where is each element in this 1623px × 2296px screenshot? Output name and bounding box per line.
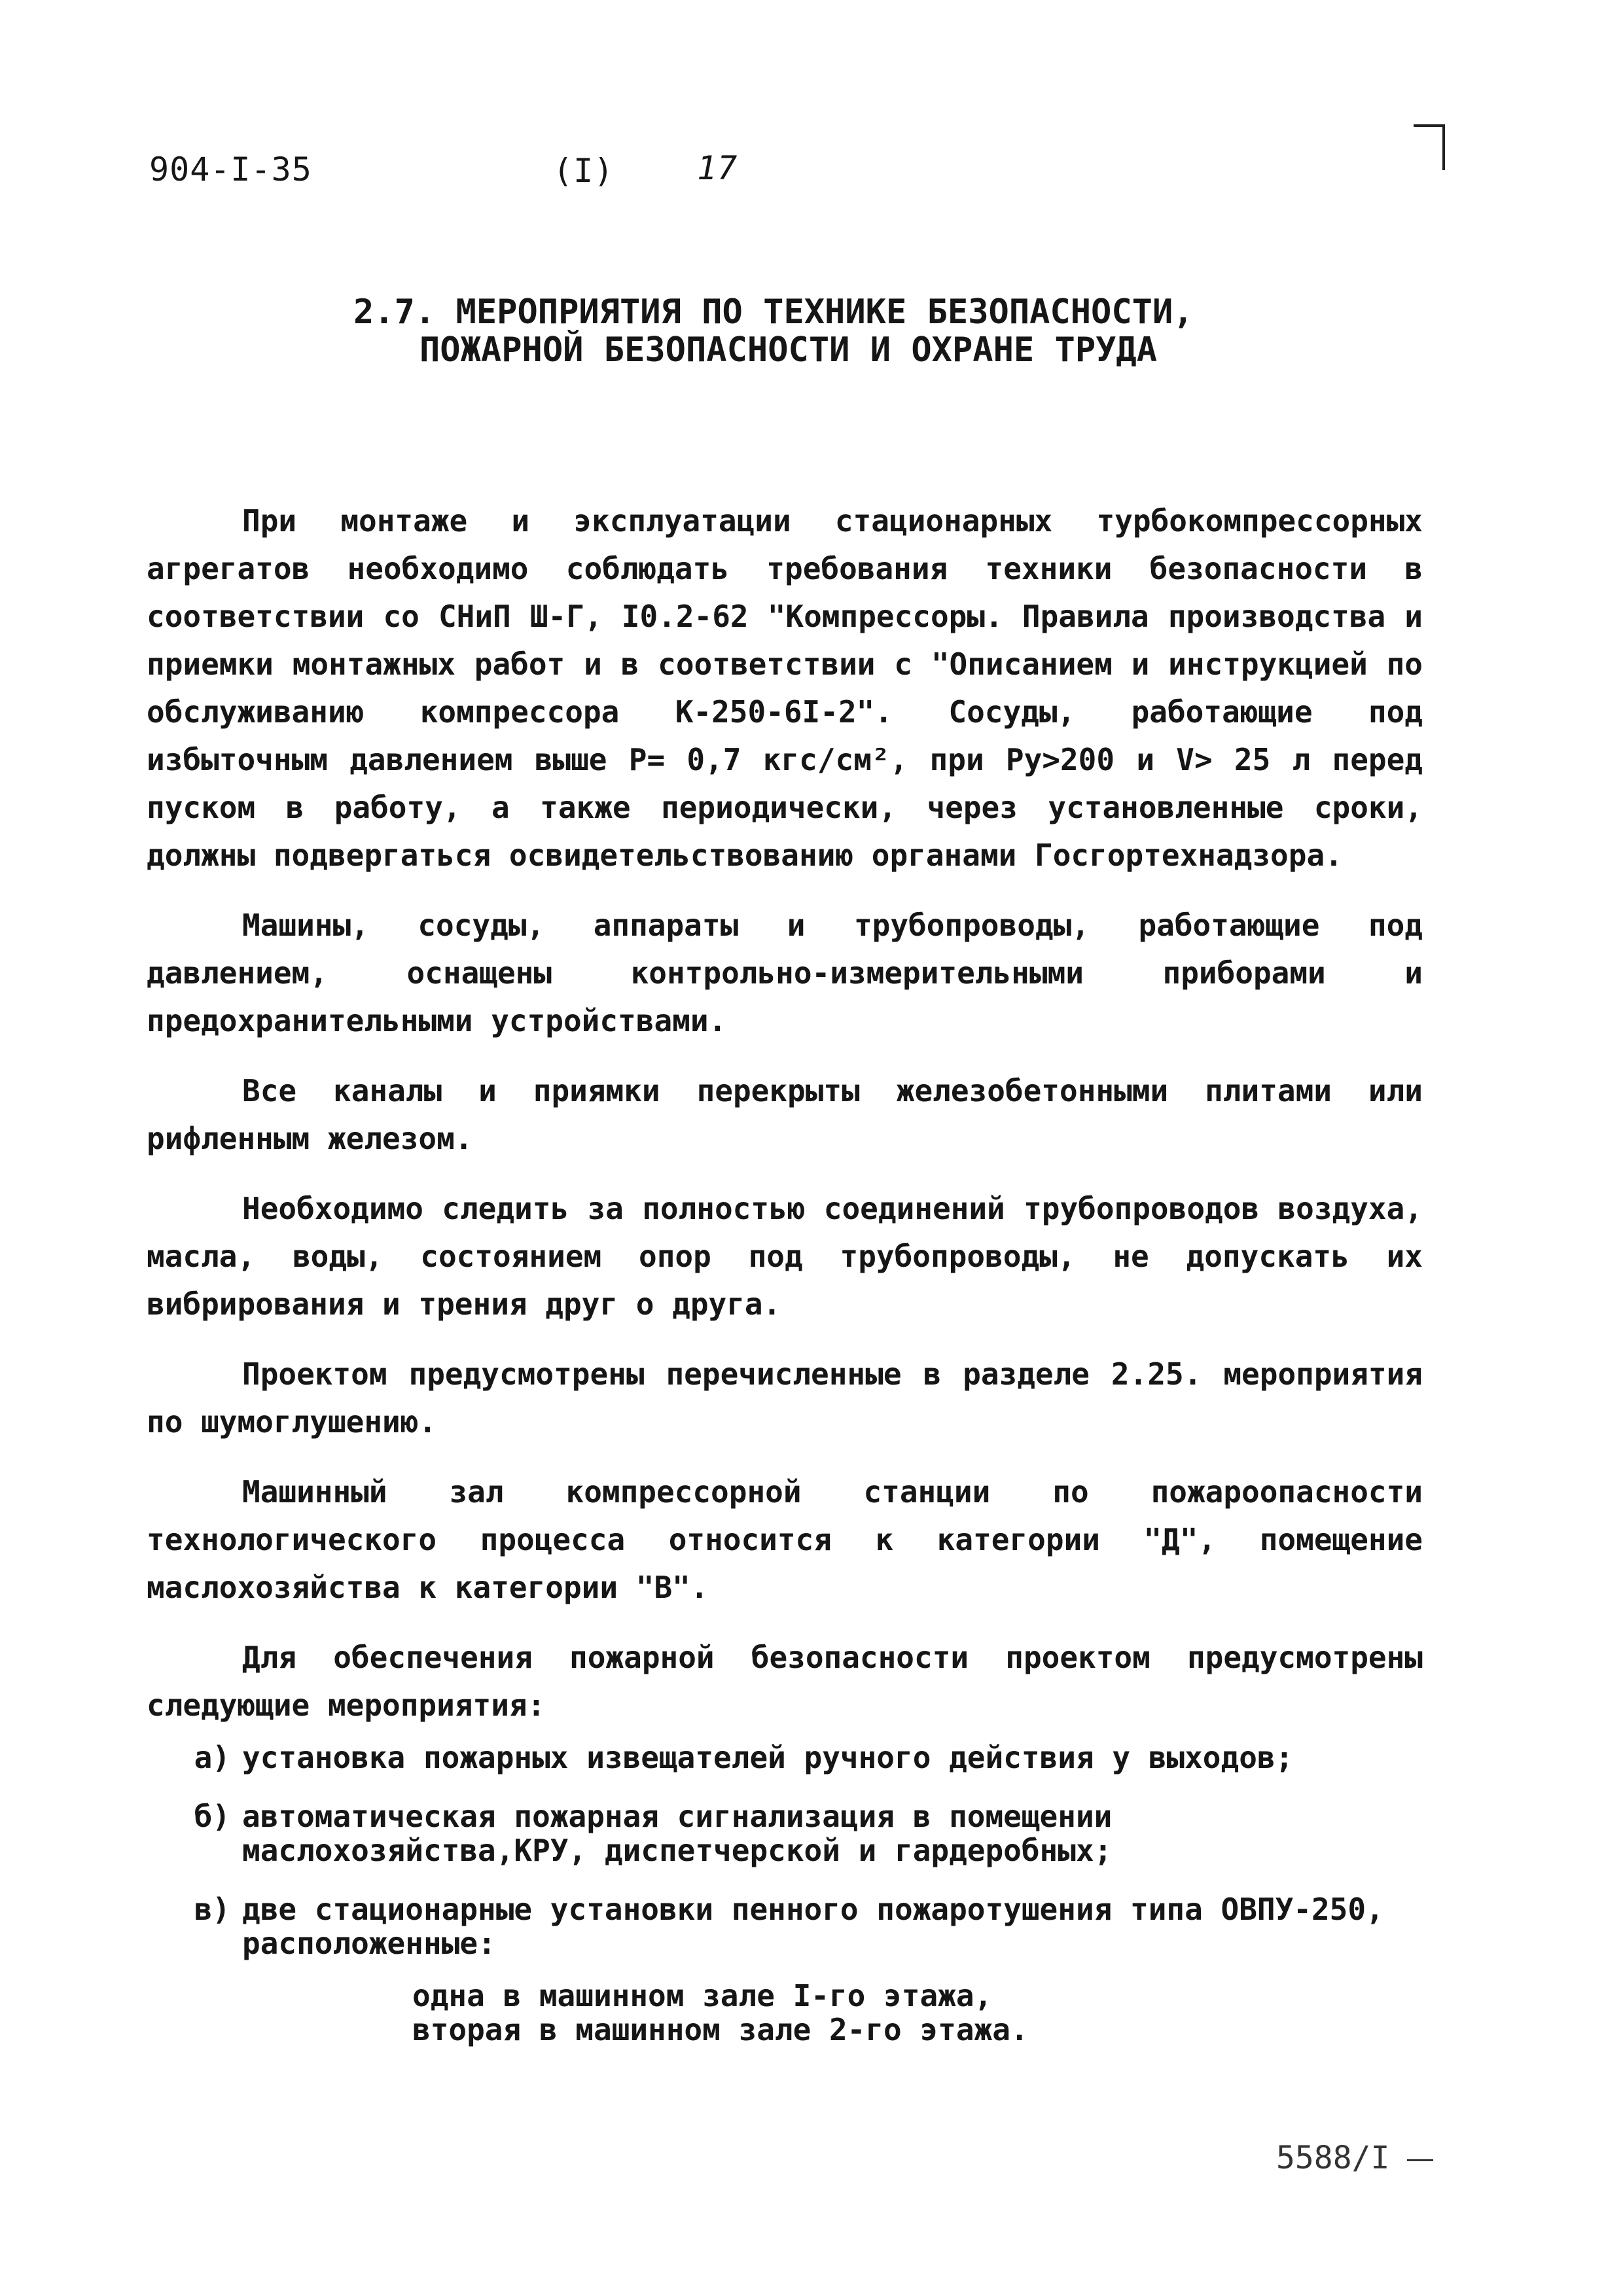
list-marker: а) [194, 1740, 230, 1775]
list-item-text: установка пожарных извещателей ручного действия у выходов; [242, 1740, 1294, 1775]
paragraph: Проектом предусмотрены перечисленные в разделе 2.25. мероприятия по шумоглушению. [147, 1356, 1423, 1439]
installation-locations [412, 1979, 1029, 2047]
list-item-text: автоматическая пожарная сигнализация в помещении маслохозяйства,КРУ, диспетчерской и гардеробных; [242, 1799, 1113, 1868]
list-marker: б) [194, 1799, 230, 1834]
sub-item: вторая в машинном зале 2-го этажа. [412, 2012, 1029, 2047]
volume-number: (I) [553, 152, 615, 190]
footer-mark [1407, 2159, 1433, 2161]
paragraph: Все каналы и приямки перекрыты железобетонными плитами или рифленным железом. [147, 1073, 1423, 1156]
paragraph: При монтаже и эксплуатации стационарных турбокомпрессорных агрегатов необходимо соблюдать требования техники безопасности в соответствии со СНиП Ш-Г, I0.2-62 "Компрессоры. Правила производства и приемки монтажных работ и в соответствии с "Описанием и инструкцией по обслуживанию компрессора К-250-6I-2". Сосуды, работающие под избыточным давлением выше Р= 0,7 кгс/см², при Ру>200 и V> 25 л перед пуском в работу, а также периодически, через установленные сроки, должны подвергаться освидетельствованию органами Госгортехнадзора. [147, 503, 1423, 873]
doc-code: 904-I-35 [149, 150, 312, 188]
corner-mark [1414, 124, 1445, 170]
section-title-line-2: ПОЖАРНОЙ БЕЗОПАСНОСТИ И ОХРАНЕ ТРУДА [419, 330, 1158, 370]
list-item [147, 1892, 1429, 1960]
body-text [147, 497, 1423, 1752]
section-title-line-1: 2.7. МЕРОПРИЯТИЯ ПО ТЕХНИКЕ БЕЗОПАСНОСТИ, [353, 292, 1194, 332]
page-number: 17 [697, 149, 738, 187]
list-item [147, 1740, 1429, 1775]
section-title [353, 293, 1531, 369]
measures-list [147, 1740, 1429, 1985]
inventory-code: 5588/I [1276, 2140, 1390, 2176]
list-item [147, 1799, 1429, 1867]
sub-item: одна в машинном зале I-го этажа, [412, 1978, 993, 2013]
list-item-text: две стационарные установки пенного пожаротушения типа ОВПУ-250, расположенные: [242, 1892, 1384, 1961]
paragraph: Для обеспечения пожарной безопасности проектом предусмотрены следующие мероприятия: [147, 1640, 1423, 1723]
paragraph: Необходимо следить за полностью соединений трубопроводов воздуха, масла, воды, состоянием опор под трубопроводы, не допускать их вибрирования и трения друг о друга. [147, 1191, 1423, 1322]
paragraph: Машины, сосуды, аппараты и трубопроводы, работающие под давлением, оснащены контрольно-измерительными приборами и предохранительными устройствами. [147, 908, 1423, 1038]
list-marker: в) [194, 1892, 230, 1927]
paragraph: Машинный зал компрессорной станции по пожароопасности технологического процесса относится к категории "Д", помещение маслохозяйства к категории "В". [147, 1474, 1423, 1605]
